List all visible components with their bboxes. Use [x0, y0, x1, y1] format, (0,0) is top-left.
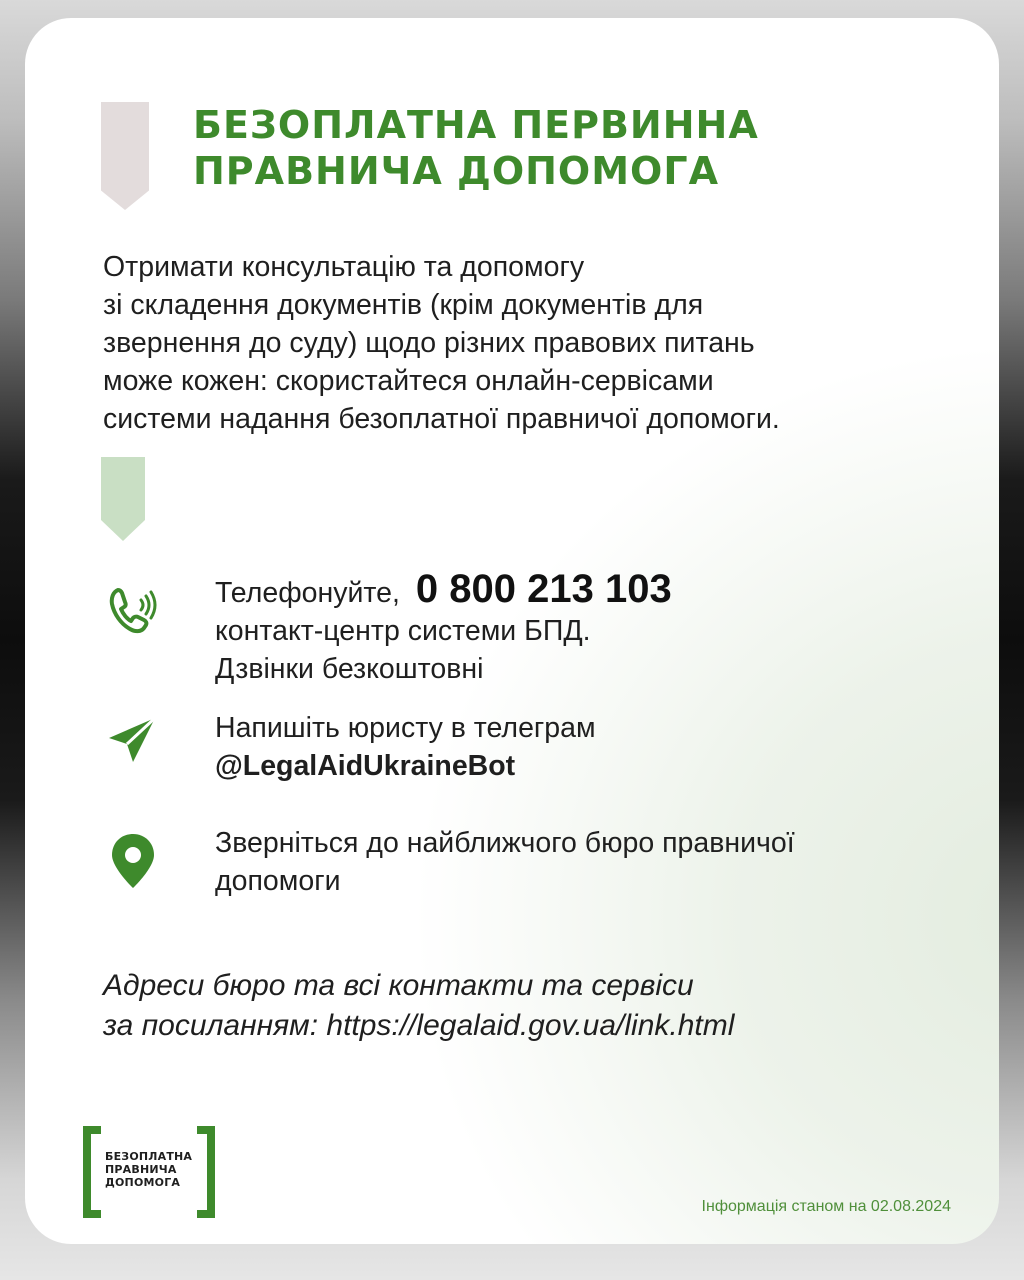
intro-line: зі складення документів (крім документів для [103, 289, 704, 321]
page-title [193, 102, 893, 194]
title-line-2: ПРАВНИЧА ДОПОМОГА [193, 149, 719, 193]
logo-line-1: БЕЗОПЛАТНА [105, 1150, 193, 1163]
phone-note: Дзвінки безкоштовні [215, 653, 484, 685]
title-line-1: БЕЗОПЛАТНА ПЕРВИННА [193, 103, 759, 147]
phone-prefix: Телефонуйте, [215, 577, 400, 609]
links-note [103, 966, 734, 1046]
bureau-contact-block [215, 824, 795, 900]
intro-line: системи надання безоплатної правничої допомоги. [103, 403, 780, 435]
telegram-text: Напишіть юристу в телеграм [215, 712, 596, 744]
bureau-text-line-2: допомоги [215, 865, 341, 897]
info-date-footnote: Інформація станом на 02.08.2024 [701, 1198, 951, 1215]
legal-aid-logo [83, 1126, 215, 1218]
telegram-handle-link[interactable]: @LegalAidUkraineBot [215, 750, 516, 782]
phone-icon [103, 578, 163, 638]
info-card [25, 18, 999, 1244]
phone-description: контакт-центр системи БПД. [215, 615, 591, 647]
phone-contact-block [215, 567, 672, 688]
intro-line: Отримати консультацію та допомогу [103, 251, 585, 283]
logo-bracket-left [83, 1126, 101, 1218]
logo-line-2: ПРАВНИЧА [105, 1163, 177, 1176]
links-line-1: Адреси бюро та всі контакти та сервіси [103, 969, 694, 1002]
decorative-tab-marker-middle [101, 457, 145, 541]
logo-bracket-right [197, 1126, 215, 1218]
phone-number-link[interactable]: 0 800 213 103 [415, 567, 672, 611]
links-line-2[interactable]: за посиланням: https://legalaid.gov.ua/link.html [103, 1009, 735, 1042]
intro-line: може кожен: скористайтеся онлайн-сервісами [103, 365, 714, 397]
telegram-contact-block [215, 709, 596, 785]
bureau-text-line-1: Зверніться до найближчого бюро правничої [215, 827, 795, 859]
telegram-send-icon [103, 710, 163, 770]
phone-line [215, 567, 672, 612]
map-pin-icon [103, 830, 163, 890]
intro-paragraph [103, 248, 963, 438]
logo-text [105, 1150, 192, 1189]
logo-line-3: ДОПОМОГА [105, 1176, 181, 1189]
intro-line: звернення до суду) щодо різних правових питань [103, 327, 755, 359]
decorative-tab-marker-top [101, 102, 149, 210]
